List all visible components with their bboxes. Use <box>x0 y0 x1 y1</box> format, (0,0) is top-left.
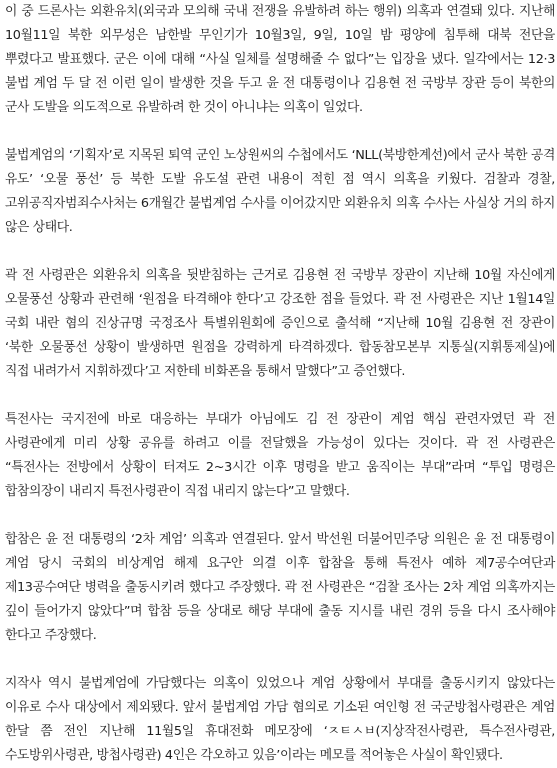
article-paragraph-6: 지작사 역시 불법계엄에 가담했다는 의혹이 있었으나 계엄 상황에서 부대를 출동시키지 않았다는 이유로 수사 대상에서 제외됐다. 앞서 불법계엄 가담 혐의로 기소된 여인형 전 국군방첩사령관은 계엄 한달 쯤 전인 지난해 11월5일 휴대전화 메모장에 ‘ㅈㅌㅅㅂ(지상작전사령관, 특수전사령관, 수도방위사령관, 방첩사령관) 4인은 각오하고 있음’이라는 메모를 적어놓은 사실이 확인됐다. <box>5 676 555 763</box>
article-paragraph-1: 이 중 드론사는 외환유치(외국과 모의해 국내 전쟁을 유발하려 하는 행위) 의혹과 연결돼 있다. 지난해 10월11일 북한 외무성은 남한발 무인기가 10월3일, 9일, 10일 밤 평양에 침투해 대북 전단을 뿌렸다고 발표했다. 군은 이에 대해 “사실 일체를 설명해줄 수 없다”는 입장을 냈다. 일각에서는 12·3 불법 계엄 두 달 전 이런 일이 발생한 것을 두고 윤 전 대통령이나 김용현 전 국방부 장관 등이 북한의 군사 도발을 의도적으로 유발하려 한 것이 아니냐는 의혹이 일었다. <box>5 4 555 115</box>
article-paragraph-2: 불법계엄의 ‘기획자’로 지목된 퇴역 군인 노상원씨의 수첩에서도 ‘NLL(북방한계선)에서 군사 북한 공격 유도’ ‘오물 풍선’ 등 북한 도발 유도설 관련 내용이 적힌 점 역시 의혹을 키웠다. 검찰과 경찰, 고위공직자범죄수사처는 6개월간 불법계엄 수사를 이어갔지만 외환유치 의혹 수사는 사실상 거의 하지 않은 상태다. <box>5 148 555 235</box>
article-paragraph-3: 곽 전 사령관은 외환유치 의혹을 뒷받침하는 근거로 김용현 전 국방부 장관이 지난해 10월 자신에게 오물풍선 상황과 관련해 ‘원점을 타격해야 한다’고 강조한 점을 들었다. 곽 전 사령관은 지난 1월14일 국회 내란 혐의 진상규명 국정조사 특별위원회에 증인으로 출석해 “지난해 10월 김용현 전 장관이 ‘북한 오물풍선 상황이 발생하면 원점을 강력하게 타격하겠다. 합동참모본부 지통실(지휘통제실)에 직접 내려가서 지휘하겠다’고 저한테 비화폰을 통해서 말했다”고 증언했다. <box>5 268 555 379</box>
article-paragraph-5: 합참은 윤 전 대통령의 ‘2차 계엄’ 의혹과 연결된다. 앞서 박선원 더불어민주당 의원은 윤 전 대통령이 계엄 당시 국회의 비상계엄 해제 요구안 의결 이후 합참을 통해 특전사 예하 제7공수여단과 제13공수여단 병력을 출동시키려 했다고 주장했다. 곽 전 사령관은 “검찰 조사는 2차 계엄 의혹까지는 깊이 들어가지 않았다”며 합참 등을 상대로 해당 부대에 출동 지시를 내린 경위 등을 다시 조사해야 한다고 주장했다. <box>5 532 555 643</box>
article-paragraph-4: 특전사는 국지전에 바로 대응하는 부대가 아님에도 김 전 장관이 계엄 핵심 관련자였던 곽 전 사령관에게 미리 상황 공유를 하려고 이를 전달했을 가능성이 있다는 것이다. 곽 전 사령관은 “특전사는 전방에서 상황이 터져도 2~3시간 이후 명령을 받고 움직이는 부대”라며 “투입 명령은 합참의장이 내리지 특전사령관이 직접 내리지 않는다”고 말했다. <box>5 412 555 499</box>
